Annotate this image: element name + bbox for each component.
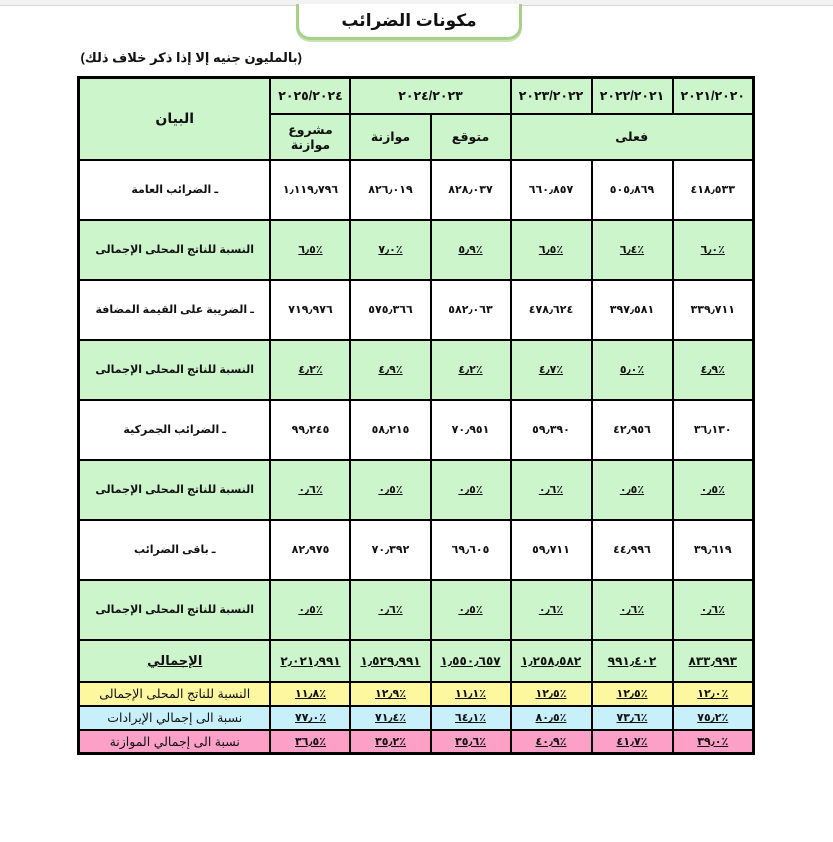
- cell-value: ٥٨٫٢١٥: [350, 400, 430, 460]
- cell-ratio: ٪٦٫٥: [511, 220, 592, 280]
- cell-ratio: ٪٠٫٦: [511, 460, 592, 520]
- cell-ratio: ٪٠٫٥: [592, 460, 673, 520]
- row-label-total: الإجمالي: [78, 640, 270, 682]
- cell-total: ٢٫٠٢١٫٩٩١: [270, 640, 350, 682]
- cell-value: ٦٦٠٫٨٥٧: [511, 160, 592, 220]
- header-draft-budget: مشروع موازنة: [270, 114, 350, 160]
- cell-summary: ٪٧٥٫٢: [673, 706, 754, 730]
- cell-total: ٩٩١٫٤٠٢: [592, 640, 673, 682]
- header-year-2020-2021: ٢٠٢١/٢٠٢٠: [673, 78, 754, 114]
- header-year-2022-2023: ٢٠٢٣/٢٠٢٢: [511, 78, 592, 114]
- header-year-2023-2024: ٢٠٢٤/٢٠٢٣: [350, 78, 510, 114]
- row-label: ـ باقى الضرائب: [78, 520, 270, 580]
- cell-summary: ٪٣٩٫٠: [673, 730, 754, 754]
- cell-ratio: ٪٦٫٤: [592, 220, 673, 280]
- cell-value: ٥٨٢٫٠٦٣: [431, 280, 511, 340]
- cell-value: ٨٢٫٩٧٥: [270, 520, 350, 580]
- cell-value: ٨٢٦٫٠١٩: [350, 160, 430, 220]
- cell-ratio: ٪٧٫٠: [350, 220, 430, 280]
- row-label: النسبة للناتج المحلى الإجمالى: [78, 580, 270, 640]
- table-row-summary-gdp: [78, 682, 753, 706]
- cell-summary: ٪٣٥٫٢: [350, 730, 430, 754]
- cell-value: ٩٩٫٢٤٥: [270, 400, 350, 460]
- cell-summary: ٪٦٤٫١: [431, 706, 511, 730]
- cell-ratio: ٪٥٫٩: [431, 220, 511, 280]
- cell-ratio: ٪٥٫٠: [592, 340, 673, 400]
- table-row: [78, 460, 753, 520]
- cell-ratio: ٪٠٫٥: [431, 460, 511, 520]
- cell-ratio: ٪٠٫٥: [350, 460, 430, 520]
- cell-value: ٣٩٫٦١٩: [673, 520, 754, 580]
- cell-value: ٣٣٩٫٧١١: [673, 280, 754, 340]
- tax-components-table-wrapper: [79, 76, 755, 755]
- cell-summary: ٪١٢٫٠: [673, 682, 754, 706]
- cell-ratio: ٪٠٫٦: [270, 460, 350, 520]
- cell-value: ٤٧٨٫٦٢٤: [511, 280, 592, 340]
- cell-total: ١٫٥٥٠٫٦٥٧: [431, 640, 511, 682]
- cell-value: ٦٩٫٦٠٥: [431, 520, 511, 580]
- page-title: مكونات الضرائب: [341, 10, 477, 30]
- cell-summary: ٪٤٠٫٩: [511, 730, 592, 754]
- cell-summary: ٪٤١٫٧: [592, 730, 673, 754]
- cell-summary: ٪٨٠٫٥: [511, 706, 592, 730]
- row-label: ـ الضرائب الجمركية: [78, 400, 270, 460]
- header-statement: البيان: [78, 78, 270, 160]
- row-label: النسبة للناتج المحلى الإجمالى: [78, 220, 270, 280]
- table-row: [78, 280, 753, 340]
- cell-value: ٧٠٫٩٥١: [431, 400, 511, 460]
- table-row: [78, 520, 753, 580]
- row-label-summary: نسبة الى إجمالي الموازنة: [78, 730, 270, 754]
- cell-ratio: ٪٠٫٦: [511, 580, 592, 640]
- table-row-total: [78, 640, 753, 682]
- cell-value: ٣٦٫١٣٠: [673, 400, 754, 460]
- row-label-summary: النسبة للناتج المحلى الإجمالى: [78, 682, 270, 706]
- cell-value: ٨٢٨٫٠٣٧: [431, 160, 511, 220]
- cell-ratio: ٪٠٫٥: [431, 580, 511, 640]
- cell-summary: ٪٧١٫٤: [350, 706, 430, 730]
- cell-ratio: ٪٤٫٢: [431, 340, 511, 400]
- cell-ratio: ٪٠٫٦: [592, 580, 673, 640]
- table-row: [78, 580, 753, 640]
- header-year-2024-2025: ٢٠٢٥/٢٠٢٤: [270, 78, 350, 114]
- cell-ratio: ٪٦٫٥: [270, 220, 350, 280]
- table-row: [78, 400, 753, 460]
- table-body: [78, 160, 753, 754]
- cell-value: ٧٠٫٣٩٢: [350, 520, 430, 580]
- row-label-summary: نسبة الى إجمالي الإيرادات: [78, 706, 270, 730]
- header-expected: متوقع: [431, 114, 511, 160]
- cell-value: ٣٩٧٫٥٨١: [592, 280, 673, 340]
- cell-summary: ٪١١٫٨: [270, 682, 350, 706]
- cell-ratio: ٪٤٫٧: [511, 340, 592, 400]
- cell-ratio: ٪٤٫٩: [350, 340, 430, 400]
- table-row: [78, 340, 753, 400]
- cell-value: ١٫١١٩٫٧٩٦: [270, 160, 350, 220]
- table-header: [78, 78, 753, 160]
- cell-ratio: ٪٠٫٦: [673, 580, 754, 640]
- row-label: ـ الضريبة على القيمة المضافة: [78, 280, 270, 340]
- title-banner: [296, 4, 522, 40]
- table-row: [78, 160, 753, 220]
- cell-value: ٥٧٥٫٣٦٦: [350, 280, 430, 340]
- cell-value: ٧١٩٫٩٧٦: [270, 280, 350, 340]
- cell-summary: ٪٧٣٫٦: [592, 706, 673, 730]
- cell-summary: ٪١١٫١: [431, 682, 511, 706]
- cell-summary: ٪٧٧٫٠: [270, 706, 350, 730]
- header-budget: موازنة: [350, 114, 430, 160]
- cell-summary: ٪١٢٫٥: [592, 682, 673, 706]
- table-row-summary-budget: [78, 730, 753, 754]
- cell-value: ٤١٨٫٥٣٣: [673, 160, 754, 220]
- cell-summary: ٪١٢٫٥: [511, 682, 592, 706]
- tax-components-table: [77, 76, 755, 755]
- cell-total: ٨٣٣٫٩٩٣: [673, 640, 754, 682]
- cell-summary: ٪٣٥٫٦: [431, 730, 511, 754]
- table-row-summary-revenue: [78, 706, 753, 730]
- cell-total: ١٫٢٥٨٫٥٨٢: [511, 640, 592, 682]
- cell-ratio: ٪٦٫٠: [673, 220, 754, 280]
- cell-total: ١٫٥٢٩٫٩٩١: [350, 640, 430, 682]
- cell-value: ٥٩٫٣٩٠: [511, 400, 592, 460]
- units-note: (بالمليون جنيه إلا إذا ذكر خلاف ذلك): [80, 50, 302, 65]
- cell-ratio: ٪٠٫٥: [270, 580, 350, 640]
- header-actual: فعلى: [511, 114, 754, 160]
- row-label: النسبة للناتج المحلى الإجمالى: [78, 340, 270, 400]
- cell-value: ٤٢٫٩٥٦: [592, 400, 673, 460]
- cell-ratio: ٪٠٫٦: [350, 580, 430, 640]
- header-year-2021-2022: ٢٠٢٢/٢٠٢١: [592, 78, 673, 114]
- table-row: [78, 220, 753, 280]
- cell-summary: ٪٣٦٫٥: [270, 730, 350, 754]
- cell-value: ٥٩٫٧١١: [511, 520, 592, 580]
- cell-value: ٥٠٥٫٨٦٩: [592, 160, 673, 220]
- cell-value: ٤٤٫٩٩٦: [592, 520, 673, 580]
- header-row-years: [78, 78, 753, 114]
- cell-ratio: ٪٤٫٢: [270, 340, 350, 400]
- row-label: ـ الضرائب العامة: [78, 160, 270, 220]
- cell-summary: ٪١٢٫٩: [350, 682, 430, 706]
- row-label: النسبة للناتج المحلى الإجمالى: [78, 460, 270, 520]
- cell-ratio: ٪٤٫٩: [673, 340, 754, 400]
- cell-ratio: ٪٠٫٥: [673, 460, 754, 520]
